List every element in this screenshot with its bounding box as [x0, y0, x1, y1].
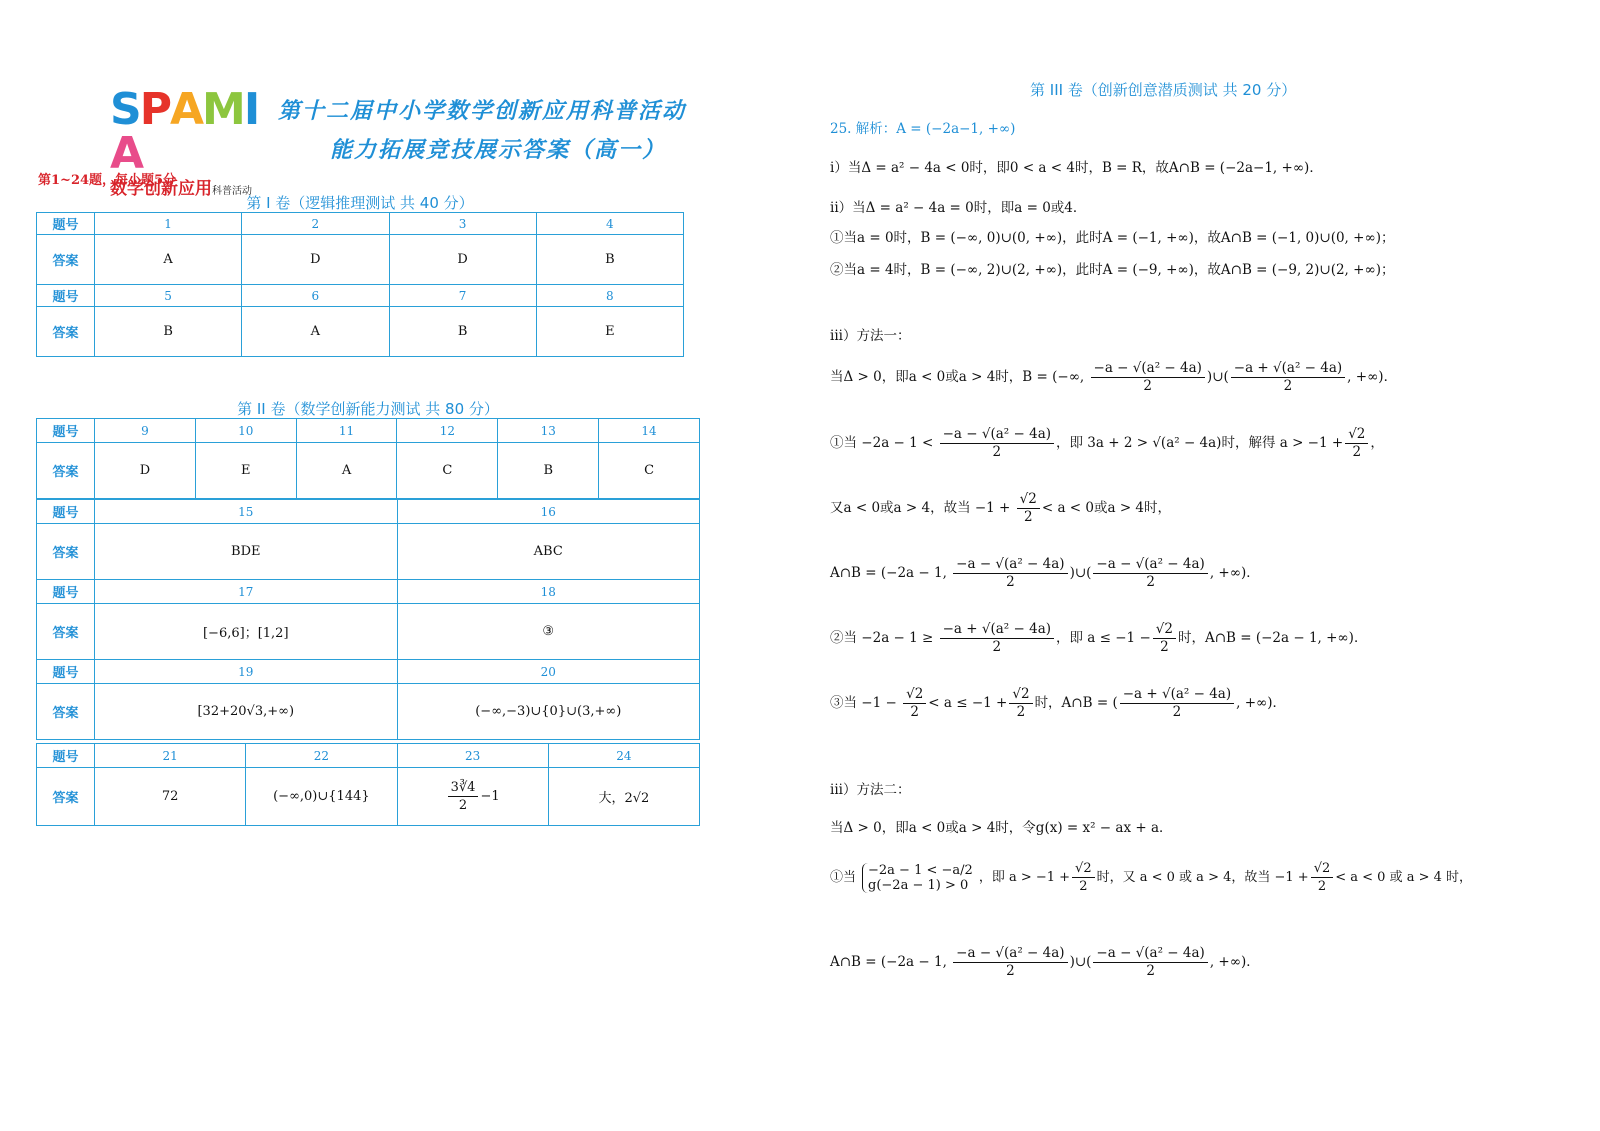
row-label: 答案	[37, 604, 95, 660]
solution-line: ①当 −2a − 1 < −a/2 g(−2a − 1) > 0 ，即 a > −1 + $\frac{√2}{2}$ 时，又 a < 0 或 a > 4，故当 −1 + $\frac{√2}{2}$ < a < 0 或 a > 4 时，	[830, 861, 1473, 894]
question-number: 21	[95, 744, 246, 768]
row-label: 答案	[37, 524, 95, 580]
row-label: 题号	[37, 500, 95, 524]
logo-letter: P	[139, 84, 170, 135]
question-number: 24	[548, 744, 699, 768]
row-label: 答案	[37, 443, 95, 499]
answer-cell: [32+20√3,+∞)	[95, 684, 398, 740]
question-number: 16	[397, 500, 700, 524]
solution-line: ①当 −2a − 1 < $\frac{\text{−a − √(a² − 4a)}}{2}$ ，即 3a + 2 > √(a² − 4a)时，解得 a > −1 + $\frac{√2}{2}$ ，	[830, 426, 1384, 460]
equation-system: −2a − 1 < −a/2 g(−2a − 1) > 0	[862, 863, 973, 893]
answer-cell: C	[397, 443, 498, 499]
answer-cell: D	[95, 443, 196, 499]
part2-table-b	[36, 499, 700, 740]
question-number: 20	[397, 660, 700, 684]
solution-line: iii）方法一：	[830, 328, 911, 344]
question-number: 17	[95, 580, 398, 604]
table-row	[37, 524, 700, 580]
logo-letter: M	[202, 84, 244, 135]
question-number: 14	[599, 419, 700, 443]
answer-cell-23: $\frac{3∛4}{2}$ −1	[397, 768, 548, 826]
row-label: 题号	[37, 285, 95, 307]
logo-letter: A	[169, 84, 203, 135]
answer-cell: [−6,6]；[1,2]	[95, 604, 398, 660]
table-row	[37, 213, 684, 235]
question-number: 4	[536, 213, 683, 235]
part1-title: 第 I 卷（逻辑推理测试 共 40 分）	[246, 194, 474, 212]
question-number: 2	[242, 213, 389, 235]
answer-cell: A	[296, 443, 397, 499]
logo-subtitle-small: 科普活动	[212, 186, 252, 197]
row-label: 题号	[37, 419, 95, 443]
row-label: 答案	[37, 307, 95, 357]
question-number: 22	[246, 744, 397, 768]
part2-title: 第 II 卷（数学创新能力测试 共 80 分）	[237, 400, 499, 418]
part3-title: 第 III 卷（创新创意潜质测试 共 20 分）	[1030, 81, 1297, 99]
answer-cell: E	[195, 443, 296, 499]
solution-line: 又a < 0或a > 4，故当 −1 + $\frac{√2}{2}$ < a < 0或a > 4时，	[830, 491, 1172, 525]
page-title-line2: 能力拓展竞技展示答案（高一）	[330, 137, 667, 163]
logo-letter: S	[110, 84, 140, 135]
answer-cell: ABC	[397, 524, 700, 580]
part2-table-c	[36, 743, 700, 826]
solution-line: A∩B = (−2a − 1, $\frac{\text{−a − √(a² − 4a)}}{2}$ )∪( $\frac{\text{−a − √(a² − 4a)}}{2}$ , +∞)．	[830, 556, 1260, 590]
table-row	[37, 684, 700, 740]
row-label: 答案	[37, 235, 95, 285]
part2-table-a	[36, 418, 700, 499]
question-number: 11	[296, 419, 397, 443]
solution-line: A∩B = (−2a − 1, $\frac{\text{−a − √(a² − 4a)}}{2}$ )∪( $\frac{\text{−a − √(a² − 4a)}}{2}$ , +∞)．	[830, 945, 1260, 979]
solution-line: ②当a = 4时，B = (−∞, 2)∪(2, +∞)，此时A = (−9, +∞)，故A∩B = (−9, 2)∪(2, +∞)；	[830, 262, 1395, 278]
table-row	[37, 285, 684, 307]
table-row	[37, 604, 700, 660]
question-number: 15	[95, 500, 398, 524]
answer-cell: 72	[95, 768, 246, 826]
row-label: 题号	[37, 580, 95, 604]
solution-line: 当Δ > 0，即a < 0或a > 4时，令g(x) = x² − ax + a．	[830, 820, 1173, 836]
scoring-note: 第1~24题，每小题5分	[38, 173, 177, 188]
logo-letter: A	[110, 128, 143, 179]
answer-cell: A	[95, 235, 242, 285]
solution-line: ②当 −2a − 1 ≥ $\frac{\text{−a + √(a² − 4a)}}{2}$ ，即 a ≤ −1 − $\frac{√2}{2}$ 时，A∩B = (−2a − 1, +∞)．	[830, 621, 1368, 655]
question-number: 18	[397, 580, 700, 604]
answer-cell: D	[242, 235, 389, 285]
part1-table	[36, 212, 684, 357]
solution-line: ii）当Δ = a² − 4a = 0时，即a = 0或4．	[830, 200, 1087, 216]
question-number: 3	[389, 213, 536, 235]
solution-line: i）当Δ = a² − 4a < 0时，即0 < a < 4时，B = R，故A∩B = (−2a−1, +∞)．	[830, 160, 1323, 176]
solution-line: 25. 解析：A = (−2a−1, +∞)	[830, 121, 1016, 137]
answer-cell: ③	[397, 604, 700, 660]
page-title-line1: 第十二届中小学数学创新应用科普活动	[278, 98, 687, 124]
answer-cell: D	[389, 235, 536, 285]
table-row	[37, 744, 700, 768]
row-label: 答案	[37, 768, 95, 826]
question-number: 6	[242, 285, 389, 307]
answer-cell: 大，2√2	[548, 768, 699, 826]
row-label: 题号	[37, 213, 95, 235]
question-number: 12	[397, 419, 498, 443]
row-label: 题号	[37, 744, 95, 768]
answer-cell: BDE	[95, 524, 398, 580]
fraction: $\frac{3∛4}{2}$	[448, 779, 479, 814]
solution-line: 当Δ > 0，即a < 0或a > 4时，B = (−∞, $\frac{\text{−a − √(a² − 4a)}}{2}$ )∪( $\frac{\text{−a + √(a² − 4a)}}{2}$ , +∞)．	[830, 360, 1398, 394]
logo-letter: I	[243, 84, 259, 135]
solution-line: ①当a = 0时，B = (−∞, 0)∪(0, +∞)，此时A = (−1, +∞)，故A∩B = (−1, 0)∪(0, +∞)；	[830, 230, 1395, 246]
question-number: 13	[498, 419, 599, 443]
answer-cell: B	[536, 235, 683, 285]
question-number: 1	[95, 213, 242, 235]
question-number: 23	[397, 744, 548, 768]
question-number: 19	[95, 660, 398, 684]
question-number: 8	[536, 285, 683, 307]
answer-cell: E	[536, 307, 683, 357]
answer-cell: B	[389, 307, 536, 357]
answer-cell: B	[95, 307, 242, 357]
answer-cell: A	[242, 307, 389, 357]
table-row	[37, 660, 700, 684]
question-number: 9	[95, 419, 196, 443]
table-row	[37, 235, 684, 285]
table-row	[37, 419, 700, 443]
row-label: 答案	[37, 684, 95, 740]
spamia-logo	[110, 84, 270, 199]
answer-cell: C	[599, 443, 700, 499]
solution-line: ③当 −1 − $\frac{√2}{2}$ < a ≤ −1 + $\frac{√2}{2}$ 时，A∩B = ( $\frac{\text{−a + √(a² − 4a)}}{2}$ , +∞)．	[830, 686, 1287, 720]
question-number: 10	[195, 419, 296, 443]
table-row	[37, 580, 700, 604]
logo-subtitle: 数学创新应用科普活动	[110, 179, 252, 199]
answer-cell: B	[498, 443, 599, 499]
answer-cell: (−∞,−3)∪{0}∪(3,+∞)	[397, 684, 700, 740]
logo-letters	[110, 84, 270, 179]
question-number: 5	[95, 285, 242, 307]
table-row	[37, 443, 700, 499]
table-row	[37, 307, 684, 357]
answer-cell: (−∞,0)∪{144}	[246, 768, 397, 826]
table-row	[37, 768, 700, 826]
question-number: 7	[389, 285, 536, 307]
table-row	[37, 500, 700, 524]
row-label: 题号	[37, 660, 95, 684]
solution-line: iii）方法二：	[830, 782, 911, 798]
